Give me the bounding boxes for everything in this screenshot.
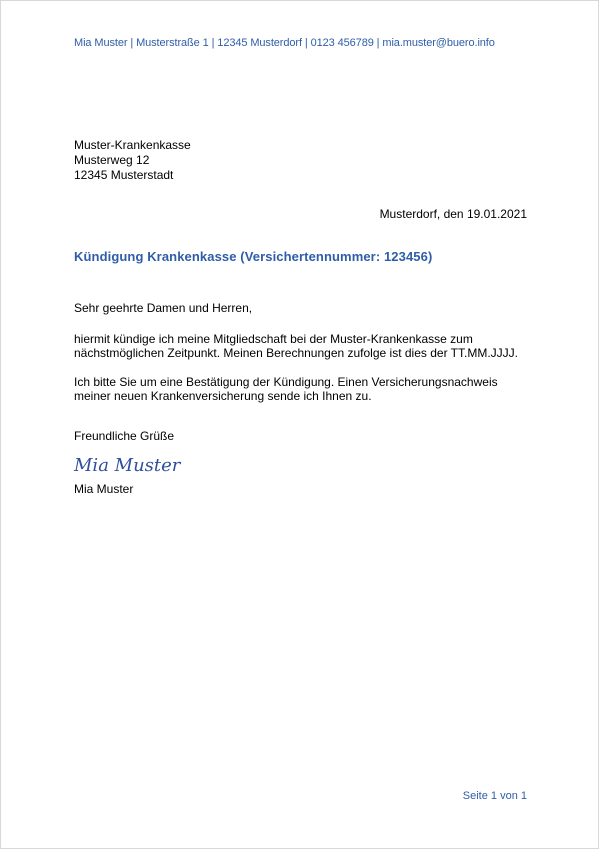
paragraph-line: nächstmöglichen Zeitpunkt. Meinen Berechnungen zufolge ist dies der TT.MM.JJJJ. bbox=[74, 346, 518, 360]
closing: Freundliche Grüße bbox=[74, 429, 175, 443]
handwritten-signature: Mia Muster bbox=[74, 455, 181, 476]
salutation: Sehr geehrte Damen und Herren, bbox=[74, 301, 253, 315]
sender-header: Mia Muster | Musterstraße 1 | 12345 Musterdorf | 0123 456789 | mia.muster@buero.info bbox=[74, 37, 495, 49]
paragraph-line: hiermit kündige ich meine Mitgliedschaft bei der Muster-Krankenkasse zum bbox=[74, 332, 473, 346]
subject-line: Kündigung Krankenkasse (Versichertennummer: 123456) bbox=[74, 249, 433, 264]
recipient-name: Muster-Krankenkasse bbox=[74, 138, 191, 152]
paragraph-line: Ich bitte Sie um eine Bestätigung der Kündigung. Einen Versicherungsnachweis bbox=[74, 375, 498, 389]
recipient-city: 12345 Musterstadt bbox=[74, 168, 174, 182]
page-number: Seite 1 von 1 bbox=[462, 790, 527, 802]
body-paragraph-1 bbox=[74, 332, 518, 360]
printed-name: Mia Muster bbox=[74, 482, 134, 496]
paragraph-line: meiner neuen Krankenversicherung sende ich Ihnen zu. bbox=[74, 389, 372, 403]
date-line: Musterdorf, den 19.01.2021 bbox=[379, 207, 527, 221]
recipient-address bbox=[74, 138, 191, 183]
recipient-street: Musterweg 12 bbox=[74, 153, 150, 167]
body-paragraph-2 bbox=[74, 375, 498, 403]
